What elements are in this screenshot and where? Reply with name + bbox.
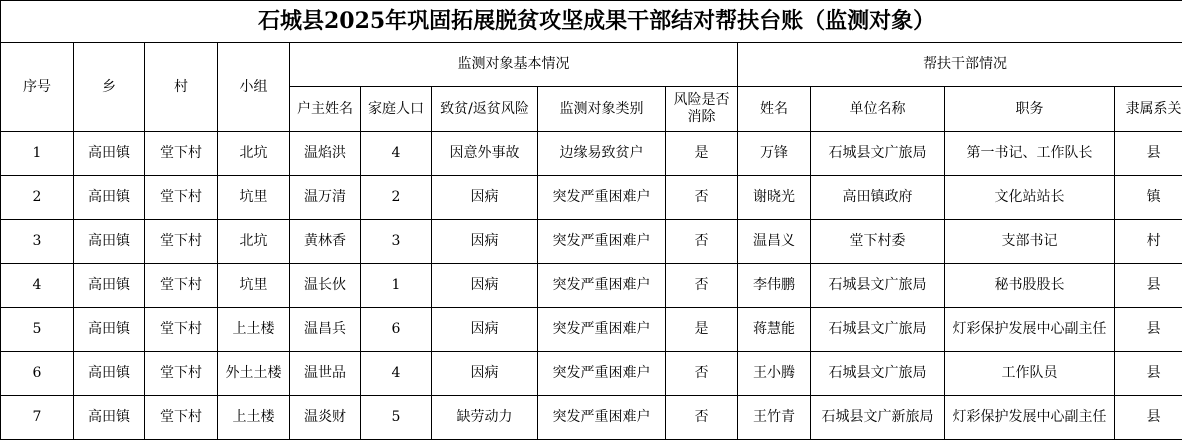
cell-risk: 因病 — [432, 352, 538, 396]
table-row — [1, 220, 1182, 264]
cell-unit: 石城县文广旅局 — [811, 308, 945, 352]
cell-risk-cleared: 否 — [666, 264, 738, 308]
cell-risk: 因病 — [432, 220, 538, 264]
table-body — [1, 132, 1182, 440]
cell-seq: 5 — [1, 308, 74, 352]
cell-group: 北坑 — [218, 132, 290, 176]
cell-head-name: 温炎财 — [290, 396, 361, 440]
cell-monitor-type: 突发严重困难户 — [538, 264, 666, 308]
cell-group: 上土楼 — [218, 396, 290, 440]
cell-risk-cleared: 否 — [666, 176, 738, 220]
cell-head-name: 黄林香 — [290, 220, 361, 264]
cell-unit: 石城县文广旅局 — [811, 264, 945, 308]
cell-group: 北坑 — [218, 220, 290, 264]
cell-seq: 4 — [1, 264, 74, 308]
cell-position: 秘书股股长 — [945, 264, 1115, 308]
cell-seq: 2 — [1, 176, 74, 220]
cell-risk-cleared: 是 — [666, 308, 738, 352]
cell-village: 堂下村 — [145, 176, 218, 220]
cell-position: 工作队员 — [945, 352, 1115, 396]
cell-town: 高田镇 — [74, 176, 145, 220]
cell-unit: 石城县文广旅局 — [811, 352, 945, 396]
cell-affiliation: 镇 — [1115, 176, 1182, 220]
cell-family-size: 4 — [361, 352, 432, 396]
cell-group: 上土楼 — [218, 308, 290, 352]
cell-town: 高田镇 — [74, 308, 145, 352]
cell-town: 高田镇 — [74, 132, 145, 176]
cell-seq: 7 — [1, 396, 74, 440]
cell-monitor-type: 突发严重困难户 — [538, 176, 666, 220]
table-row — [1, 396, 1182, 440]
cell-monitor-type: 边缘易致贫户 — [538, 132, 666, 176]
cell-helper-name: 蒋慧能 — [738, 308, 811, 352]
cell-family-size: 5 — [361, 396, 432, 440]
header-monitor-group: 监测对象基本情况 — [290, 43, 738, 87]
cell-position: 文化站站长 — [945, 176, 1115, 220]
cell-risk-cleared: 否 — [666, 220, 738, 264]
cell-affiliation: 村 — [1115, 220, 1182, 264]
header-town: 乡 — [74, 43, 145, 132]
cell-head-name: 温万清 — [290, 176, 361, 220]
cell-unit: 石城县文广新旅局 — [811, 396, 945, 440]
cell-risk: 因意外事故 — [432, 132, 538, 176]
cell-seq: 6 — [1, 352, 74, 396]
cell-group: 坑里 — [218, 264, 290, 308]
header-helper-name: 姓名 — [738, 87, 811, 132]
cell-family-size: 1 — [361, 264, 432, 308]
cell-village: 堂下村 — [145, 264, 218, 308]
cell-head-name: 温昌兵 — [290, 308, 361, 352]
cell-position: 灯彩保护发展中心副主任 — [945, 396, 1115, 440]
cell-family-size: 3 — [361, 220, 432, 264]
cell-village: 堂下村 — [145, 396, 218, 440]
cell-head-name: 温长伙 — [290, 264, 361, 308]
cell-monitor-type: 突发严重困难户 — [538, 396, 666, 440]
cell-affiliation: 县 — [1115, 132, 1182, 176]
table-row — [1, 132, 1182, 176]
cell-risk: 因病 — [432, 308, 538, 352]
header-family-size: 家庭人口 — [361, 87, 432, 132]
cell-family-size: 2 — [361, 176, 432, 220]
header-seq: 序号 — [1, 43, 74, 132]
table-row — [1, 352, 1182, 396]
cell-helper-name: 温昌义 — [738, 220, 811, 264]
cell-town: 高田镇 — [74, 264, 145, 308]
cell-affiliation: 县 — [1115, 396, 1182, 440]
cell-town: 高田镇 — [74, 352, 145, 396]
table-row — [1, 176, 1182, 220]
header-risk-cleared: 风险是否消除 — [666, 87, 738, 132]
cell-risk: 因病 — [432, 264, 538, 308]
header-risk: 致贫/返贫风险 — [432, 87, 538, 132]
header-position: 职务 — [945, 87, 1115, 132]
cell-position: 第一书记、工作队长 — [945, 132, 1115, 176]
cell-risk: 缺劳动力 — [432, 396, 538, 440]
cell-risk-cleared: 是 — [666, 132, 738, 176]
cell-affiliation: 县 — [1115, 352, 1182, 396]
cell-seq: 1 — [1, 132, 74, 176]
cell-village: 堂下村 — [145, 220, 218, 264]
cell-family-size: 6 — [361, 308, 432, 352]
header-head-name: 户主姓名 — [290, 87, 361, 132]
cell-risk-cleared: 否 — [666, 396, 738, 440]
cell-head-name: 温焰洪 — [290, 132, 361, 176]
page-title: 石城县2025年巩固拓展脱贫攻坚成果干部结对帮扶台账（监测对象） — [1, 1, 1182, 43]
header-monitor-type: 监测对象类别 — [538, 87, 666, 132]
cell-group: 外土土楼 — [218, 352, 290, 396]
cell-seq: 3 — [1, 220, 74, 264]
cell-position: 支部书记 — [945, 220, 1115, 264]
cell-village: 堂下村 — [145, 132, 218, 176]
cell-unit: 堂下村委 — [811, 220, 945, 264]
cell-monitor-type: 突发严重困难户 — [538, 308, 666, 352]
cell-town: 高田镇 — [74, 396, 145, 440]
cell-affiliation: 县 — [1115, 308, 1182, 352]
cell-unit: 高田镇政府 — [811, 176, 945, 220]
header-affiliation: 隶属系关 — [1115, 87, 1182, 132]
cell-affiliation: 县 — [1115, 264, 1182, 308]
cell-family-size: 4 — [361, 132, 432, 176]
header-group: 小组 — [218, 43, 290, 132]
cell-unit: 石城县文广旅局 — [811, 132, 945, 176]
cell-monitor-type: 突发严重困难户 — [538, 352, 666, 396]
cell-monitor-type: 突发严重困难户 — [538, 220, 666, 264]
cell-town: 高田镇 — [74, 220, 145, 264]
cell-risk-cleared: 否 — [666, 352, 738, 396]
header-helper-group: 帮扶干部情况 — [738, 43, 1182, 87]
cell-position: 灯彩保护发展中心副主任 — [945, 308, 1115, 352]
cell-helper-name: 谢晓光 — [738, 176, 811, 220]
cell-helper-name: 王小腾 — [738, 352, 811, 396]
cell-village: 堂下村 — [145, 308, 218, 352]
cell-village: 堂下村 — [145, 352, 218, 396]
table-row — [1, 264, 1182, 308]
header-village: 村 — [145, 43, 218, 132]
cell-group: 坑里 — [218, 176, 290, 220]
cell-helper-name: 李伟鹏 — [738, 264, 811, 308]
header-unit: 单位名称 — [811, 87, 945, 132]
cell-head-name: 温世品 — [290, 352, 361, 396]
cell-helper-name: 万锋 — [738, 132, 811, 176]
table-row — [1, 308, 1182, 352]
cell-helper-name: 王竹青 — [738, 396, 811, 440]
cell-risk: 因病 — [432, 176, 538, 220]
